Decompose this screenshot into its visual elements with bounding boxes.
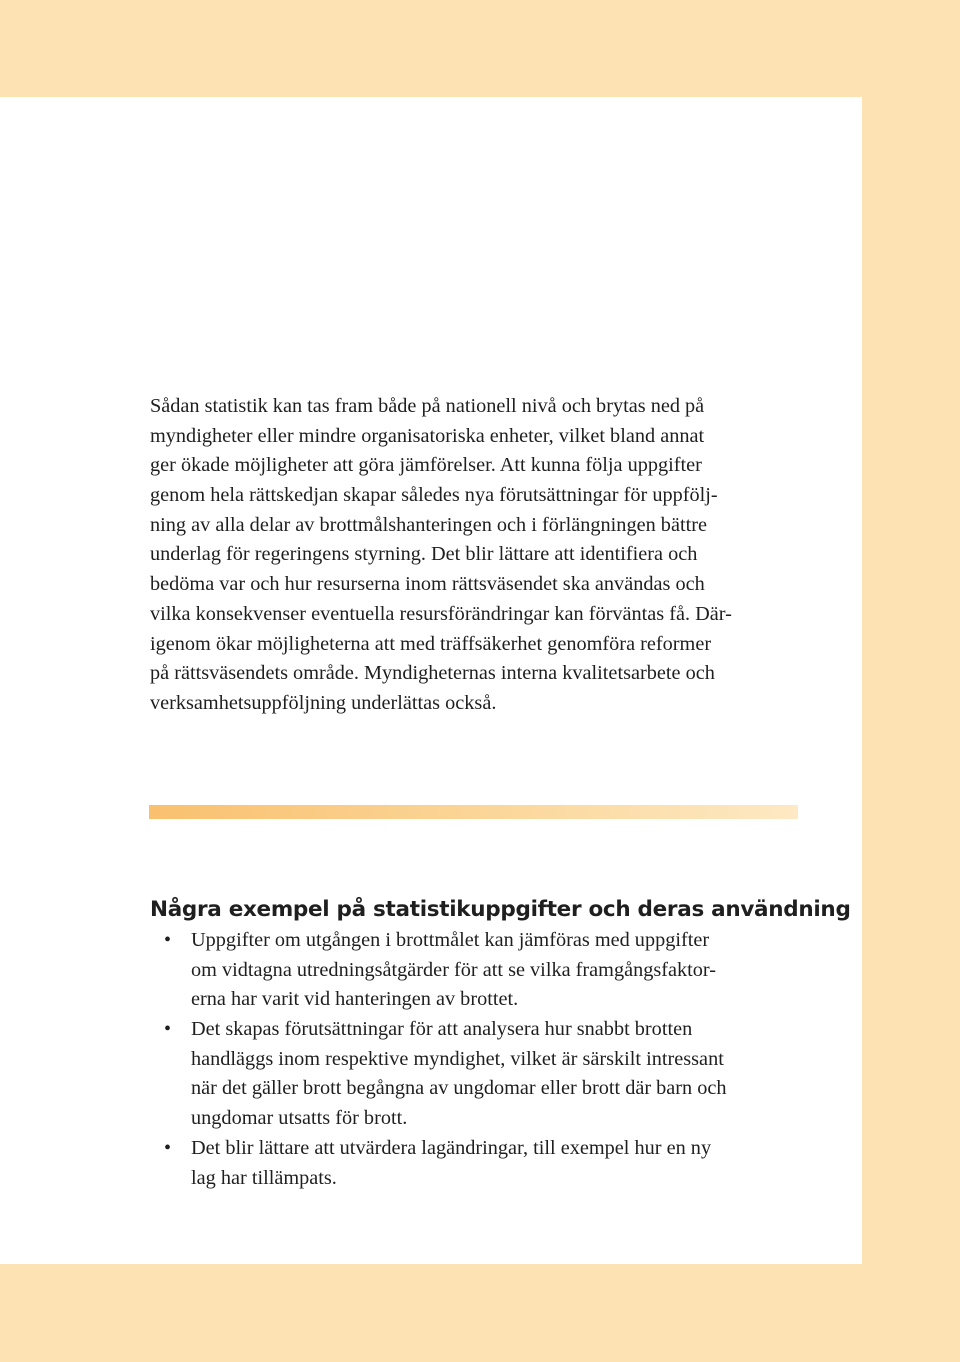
paragraph-line: på rättsväsendets område. Myndigheternas interna kvalitetsarbete och — [150, 662, 715, 685]
section-divider — [149, 805, 798, 819]
list-item — [150, 926, 810, 1015]
list-item-line: Det skapas förutsättningar för att analysera hur snabbt brotten — [191, 1018, 693, 1041]
list-item — [150, 1134, 810, 1193]
body-paragraph — [150, 392, 810, 719]
bullet-icon: • — [164, 1136, 172, 1159]
list-item-line: när det gäller brott begångna av ungdomar eller brott där barn och — [191, 1077, 727, 1100]
paragraph-line: igenom ökar möjligheterna att med träffsäkerhet genomföra reformer — [150, 632, 712, 655]
list-item-line: erna har varit vid hanteringen av brottet. — [191, 988, 519, 1011]
bullet-icon: • — [164, 929, 172, 951]
paragraph-line: vilka konsekvenser eventuella resursförändringar kan förväntas få. Där- — [150, 602, 732, 625]
paragraph-line: bedöma var och hur resurserna inom rättsväsendet ska användas och — [150, 573, 705, 596]
list-item-line: ungdomar utsatts för brott. — [191, 1107, 408, 1130]
list-item-line: lag har tillämpats. — [191, 1166, 337, 1189]
list-item-line: Det blir lättare att utvärdera lagändringar, till exempel hur en ny — [191, 1136, 712, 1159]
paragraph-line: ger ökade möjligheter att göra jämförelser. Att kunna följa uppgifter — [150, 454, 702, 477]
paragraph-line: underlag för regeringens styrning. Det blir lättare att identifiera och — [150, 543, 698, 566]
section-heading: Några exempel på statistikuppgifter och deras användning — [150, 897, 851, 922]
list-item-line: handläggs inom respektive myndighet, vilket är särskilt intressant — [191, 1047, 724, 1070]
paragraph-line: myndigheter eller mindre organisatoriska enheter, vilket bland annat — [150, 424, 705, 447]
paragraph-line: Sådan statistik kan tas fram både på nationell nivå och brytas ned på — [150, 395, 705, 417]
list-item — [150, 1015, 810, 1134]
examples-list — [150, 926, 810, 1193]
list-item-line: Uppgifter om utgången i brottmålet kan jämföras med uppgifter — [191, 929, 710, 951]
bullet-icon: • — [164, 1018, 172, 1041]
paragraph-line: genom hela rättskedjan skapar således nya förutsättningar för uppfölj- — [150, 484, 718, 507]
list-item-line: om vidtagna utredningsåtgärder för att se vilka framgångsfaktor- — [191, 958, 717, 981]
paragraph-line: ning av alla delar av brottmålshanteringen och i förlängningen bättre — [150, 513, 707, 536]
paragraph-line: verksamhetsuppföljning underlättas också. — [150, 691, 497, 714]
